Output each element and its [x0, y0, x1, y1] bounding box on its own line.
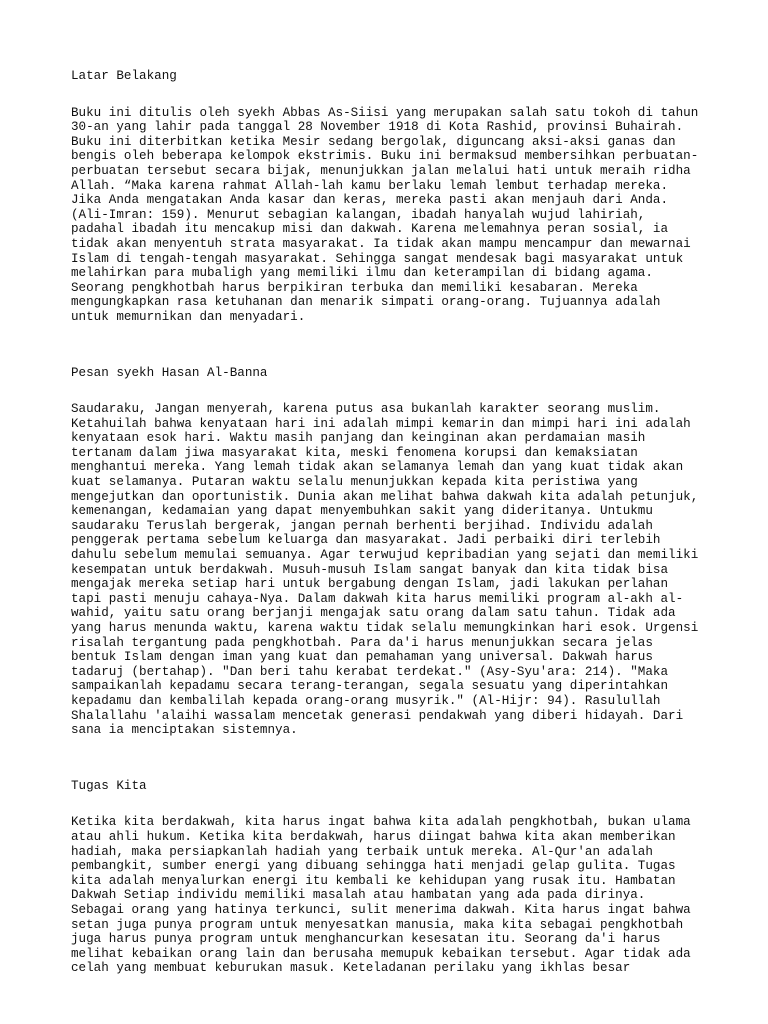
text-line: Seorang pengkhotbah harus berpikiran terbuka dan memiliki kesabaran. Mereka: [71, 280, 638, 295]
text-line: kepadamu dan kembalilah kepada orang-orang musyrik." (Al-Hijr: 94). Rasulullah: [71, 693, 661, 708]
section-latar-belakang: [71, 69, 711, 325]
text-line: Jika Anda mengatakan Anda kasar dan keras, mereka pasti akan menjauh dari Anda.: [71, 193, 669, 208]
text-line: tadaruj (bertahap). "Dan beri tahu kerabat terdekat." (Asy-Syu'ara: 214). "Maka: [71, 664, 669, 679]
text-line: kenyataan esok hari. Waktu masih panjang dan keinginan akan perdamaian masih: [71, 431, 646, 446]
text-line: Saudaraku, Jangan menyerah, karena putus asa bukanlah karakter seorang muslim.: [71, 402, 661, 417]
text-line: wahid, yaitu satu orang berjanji mengajak satu orang dalam satu tahun. Tidak ada: [71, 606, 676, 621]
text-line: Allah. “Maka karena rahmat Allah-lah kamu berlaku lemah lembut terhadap mereka.: [71, 178, 669, 193]
section-heading: Pesan syekh Hasan Al-Banna: [71, 365, 268, 380]
text-line: melahirkan para mubaligh yang memiliki ilmu dan keterampilan di bidang agama.: [71, 266, 653, 281]
text-line: celah yang membuat keburukan masuk. Keteladanan perilaku yang ikhlas besar: [71, 961, 631, 976]
text-line: tapi pasti menuju cahaya-Nya. Dalam dakwah kita harus memiliki program al-akh al-: [71, 591, 684, 606]
text-line: setan juga punya program untuk menyesatkan manusia, maka kita sebagai pengkhotbah: [71, 917, 684, 932]
text-line: kemenangan, kedamaian yang dapat menyembuhkan sakit yang dideritanya. Untukmu: [71, 504, 653, 519]
text-line: bengis oleh beberapa kelompok ekstrimis. Buku ini bermaksud membersihkan perbuatan-: [71, 149, 699, 164]
section-paragraph: [71, 815, 711, 976]
text-line: Buku ini ditulis oleh syekh Abbas As-Siisi yang merupakan salah satu tokoh di tahun: [71, 105, 699, 120]
section-paragraph: [71, 106, 711, 325]
text-line: mengejutkan dan oportunistik. Dunia akan melihat bahwa dakwah kita adalah petunjuk,: [71, 489, 699, 504]
text-line: hadiah, maka persiapkanlah hadiah yang terbaik untuk mereka. Al-Qur'an adalah: [71, 844, 653, 859]
text-line: Islam di tengah-tengah masyarakat. Sehingga sangat mendesak bagi masyarakat untuk: [71, 251, 684, 266]
text-line: Sebagai orang yang hatinya terkunci, sulit menerima dakwah. Kita harus ingat bahwa: [71, 902, 691, 917]
text-line: (Ali-Imran: 159). Menurut sebagian kalangan, ibadah hanyalah wujud lahiriah,: [71, 207, 646, 222]
text-line: atau ahli hukum. Ketika kita berdakwah, harus diingat bahwa kita akan memberikan: [71, 829, 676, 844]
section-tugas-kita: [71, 779, 711, 976]
text-line: sampaikanlah kepadamu secara terang-terangan, segala sesuatu yang diperintahkan: [71, 679, 669, 694]
text-line: sana ia menciptakan sistemnya.: [71, 723, 298, 738]
text-line: yang harus menunda waktu, karena waktu tidak selalu memungkinkan hari esok. Urgensi: [71, 621, 699, 635]
text-line: risalah tergantung pada pengkhotbah. Para da'i harus menunjukkan secara jelas: [71, 635, 653, 650]
text-line: mengungkapkan rasa ketuhanan dan menarik simpati orang-orang. Tujuannya adalah: [71, 295, 661, 310]
text-line: dahulu sebelum memulai semuanya. Agar terwujud kepribadian yang sejati dan memiliki: [71, 548, 699, 563]
section-heading: Tugas Kita: [71, 778, 147, 793]
text-line: juga harus punya program untuk menghancurkan kesesatan itu. Seorang da'i harus: [71, 932, 661, 947]
text-line: tertanam dalam jiwa masyarakat kita, meski fenomena korupsi dan kemaksiatan: [71, 445, 638, 460]
text-line: Ketika kita berdakwah, kita harus ingat bahwa kita adalah pengkhotbah, bukan ulama: [71, 815, 691, 830]
text-line: 30-an yang lahir pada tanggal 28 November 1918 di Kota Rashid, provinsi Buhairah.: [71, 120, 684, 135]
text-line: kesempatan untuk berdakwah. Musuh-musuh Islam sangat banyak dan kita tidak bisa: [71, 562, 669, 577]
text-line: Buku ini diterbitkan ketika Mesir sedang bergolak, diguncang aksi-aksi ganas dan: [71, 134, 676, 149]
text-line: Dakwah Setiap individu memiliki masalah atau hambatan yang ada pada dirinya.: [71, 888, 646, 903]
text-line: menghantui mereka. Yang lemah tidak akan selamanya lemah dan yang kuat tidak akan: [71, 460, 684, 475]
text-line: Shalallahu 'alaihi wassalam mencetak generasi pendakwah yang diberi hidayah. Dari: [71, 708, 684, 723]
text-line: kuat selamanya. Putaran waktu selalu menunjukkan kepada kita peristiwa yang: [71, 475, 638, 490]
section-paragraph: [71, 402, 711, 738]
text-line: mengajak mereka setiap hari untuk bergabung dengan Islam, jadi lakukan perlahan: [71, 577, 669, 592]
text-line: bentuk Islam dengan iman yang kuat dan pemahaman yang universal. Dakwah harus: [71, 650, 653, 665]
text-line: penggerak pertama sebelum keluarga dan masyarakat. Jadi perbaiki diri terlebih: [71, 533, 661, 548]
section-heading: Latar Belakang: [71, 69, 177, 83]
text-line: untuk memurnikan dan menyadari.: [71, 309, 306, 324]
section-pesan-hasan-al-banna: [71, 366, 711, 738]
text-line: melihat kebaikan orang lain dan berusaha memupuk kebaikan tersebut. Agar tidak ada: [71, 946, 691, 961]
text-line: pembangkit, sumber energi yang dibuang sehingga hati menjadi gelap gulita. Tugas: [71, 859, 676, 874]
text-line: tidak akan menyentuh strata masyarakat. Ia tidak akan mampu mencampur dan mewarnai: [71, 236, 691, 251]
text-line: saudaraku Teruslah bergerak, jangan pernah berhenti berjihad. Individu adalah: [71, 518, 653, 533]
text-line: kita adalah menyalurkan energi itu kembali ke kehidupan yang rusak itu. Hambatan: [71, 873, 676, 888]
text-line: perbuatan tersebut secara bijak, menunjukkan jalan melalui hati untuk meraih ridha: [71, 163, 691, 178]
text-line: padahal ibadah itu mencakup misi dan dakwah. Karena melemahnya peran sosial, ia: [71, 222, 669, 237]
document-page: [71, 69, 711, 1017]
text-line: Ketahuilah bahwa kenyataan hari ini adalah mimpi kemarin dan mimpi hari ini adalah: [71, 416, 691, 431]
